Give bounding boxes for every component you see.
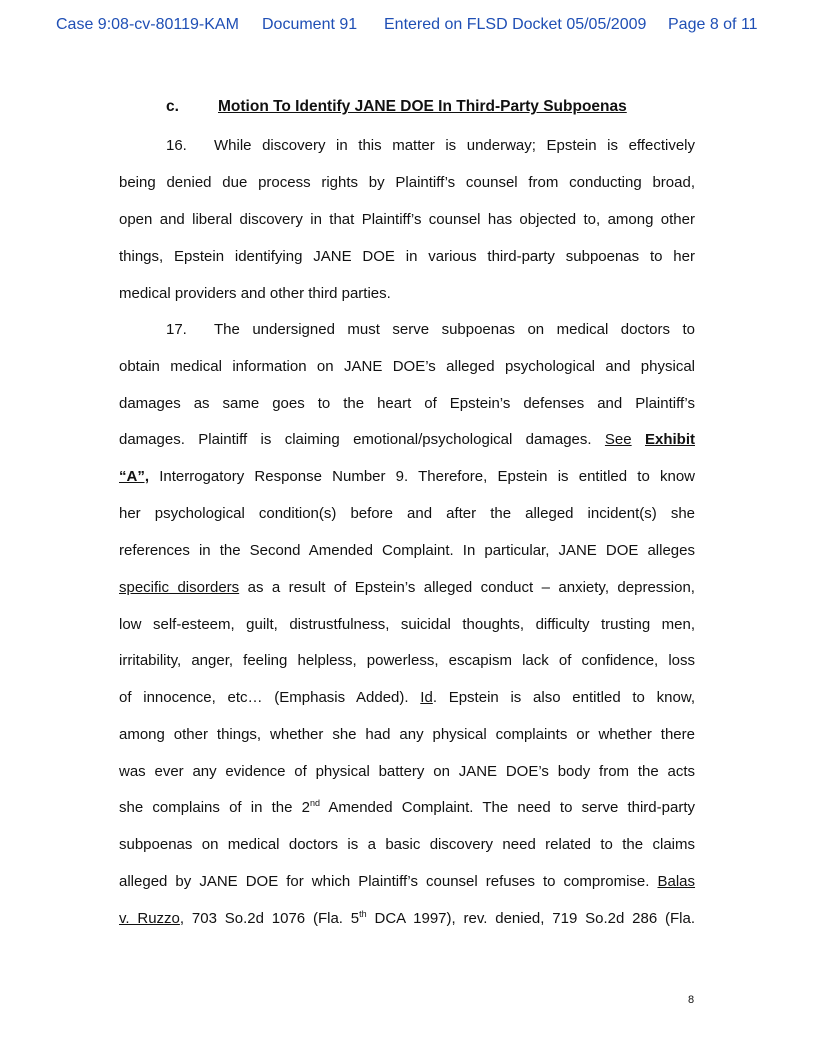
ordinal-suffix: th bbox=[359, 909, 367, 919]
paragraph-17-line: low self-esteem, guilt, distrustfulness, suicidal thoughts, difficulty trusting men, bbox=[119, 616, 695, 633]
id-citation: Id bbox=[420, 689, 433, 706]
paragraph-17-line bbox=[119, 872, 695, 892]
exhibit-reference: Exhibit bbox=[644, 431, 695, 448]
docket-header bbox=[56, 16, 776, 38]
paragraph-number: 16. bbox=[166, 137, 187, 154]
text-run: , 703 So.2d 1076 (Fla. 5 bbox=[179, 910, 360, 927]
section-letter: c. bbox=[166, 98, 179, 115]
text-run: Interrogatory Response Number 9. Therefore, Epstein is entitled to know bbox=[159, 468, 695, 485]
case-citation: v. Ruzzo bbox=[119, 910, 180, 927]
entered-date: Entered on FLSD Docket 05/05/2009 bbox=[384, 16, 647, 33]
text-run: she complains of in the 2 bbox=[119, 799, 310, 816]
ordinal-suffix: nd bbox=[309, 798, 320, 808]
page-indicator: Page 8 of 11 bbox=[668, 16, 758, 33]
case-citation: Balas bbox=[657, 873, 696, 890]
text-run: While discovery in this matter is underway; Epstein is effectively bbox=[214, 137, 695, 154]
section-title: Motion To Identify JANE DOE In Third-Party Subpoenas bbox=[218, 98, 627, 115]
paragraph-17-line: obtain medical information on JANE DOE’s alleged psychological and physical bbox=[119, 358, 695, 375]
paragraph-16-line: things, Epstein identifying JANE DOE in various third-party subpoenas to her bbox=[119, 248, 695, 265]
text-run: The undersigned must serve subpoenas on medical doctors to bbox=[214, 321, 695, 338]
paragraph-17-line: subpoenas on medical doctors is a basic discovery need related to the claims bbox=[119, 836, 695, 853]
paragraph-16-line bbox=[166, 136, 695, 156]
paragraph-17-line: her psychological condition(s) before and after the alleged incident(s) she bbox=[119, 505, 695, 522]
paragraph-17-line: damages as same goes to the heart of Epstein’s defenses and Plaintiff’s bbox=[119, 395, 695, 412]
emphasis-text: specific disorders bbox=[119, 579, 240, 596]
exhibit-letter: “A”, bbox=[119, 468, 149, 485]
page-number: 8 bbox=[688, 994, 695, 1006]
see-signal: See bbox=[604, 431, 632, 448]
text-run: alleged by JANE DOE for which Plaintiff’s counsel refuses to compromise. bbox=[119, 873, 650, 890]
paragraph-16-line: being denied due process rights by Plaintiff’s counsel from conducting broad, bbox=[119, 174, 695, 191]
document-number: Document 91 bbox=[262, 16, 358, 33]
paragraph-17-line bbox=[166, 320, 695, 340]
paragraph-number: 17. bbox=[166, 321, 187, 338]
paragraph-17-line: was ever any evidence of physical battery on JANE DOE’s body from the acts bbox=[119, 763, 695, 780]
paragraph-16-line: medical providers and other third parties. bbox=[119, 285, 391, 302]
text-run: as a result of Epstein’s alleged conduct – anxiety, depression, bbox=[247, 579, 695, 596]
text-run: DCA 1997), rev. denied, 719 So.2d 286 (Fla. bbox=[374, 910, 695, 927]
paragraph-17-line: references in the Second Amended Complaint. In particular, JANE DOE alleges bbox=[119, 542, 695, 559]
text-run: damages. Plaintiff is claiming emotional/psychological damages. bbox=[119, 431, 592, 448]
paragraph-17-line: irritability, anger, feeling helpless, powerless, escapism lack of confidence, loss bbox=[119, 652, 695, 669]
paragraph-16-line: open and liberal discovery in that Plaintiff’s counsel has objected to, among other bbox=[119, 211, 695, 228]
paragraph-17-line bbox=[119, 688, 695, 708]
paragraph-17-line bbox=[119, 798, 695, 818]
paragraph-17-line bbox=[119, 578, 695, 598]
section-heading bbox=[166, 98, 627, 116]
paragraph-17-line bbox=[119, 467, 695, 487]
paragraph-17-line bbox=[119, 909, 695, 929]
case-number: Case 9:08-cv-80119-KAM bbox=[56, 16, 239, 33]
text-run: Amended Complaint. The need to serve third-party bbox=[328, 799, 695, 816]
paragraph-17-line bbox=[119, 430, 695, 450]
text-run: of innocence, etc… (Emphasis Added). bbox=[119, 689, 409, 706]
text-run: . Epstein is also entitled to know, bbox=[432, 689, 695, 706]
paragraph-17-line: among other things, whether she had any physical complaints or whether there bbox=[119, 726, 695, 743]
